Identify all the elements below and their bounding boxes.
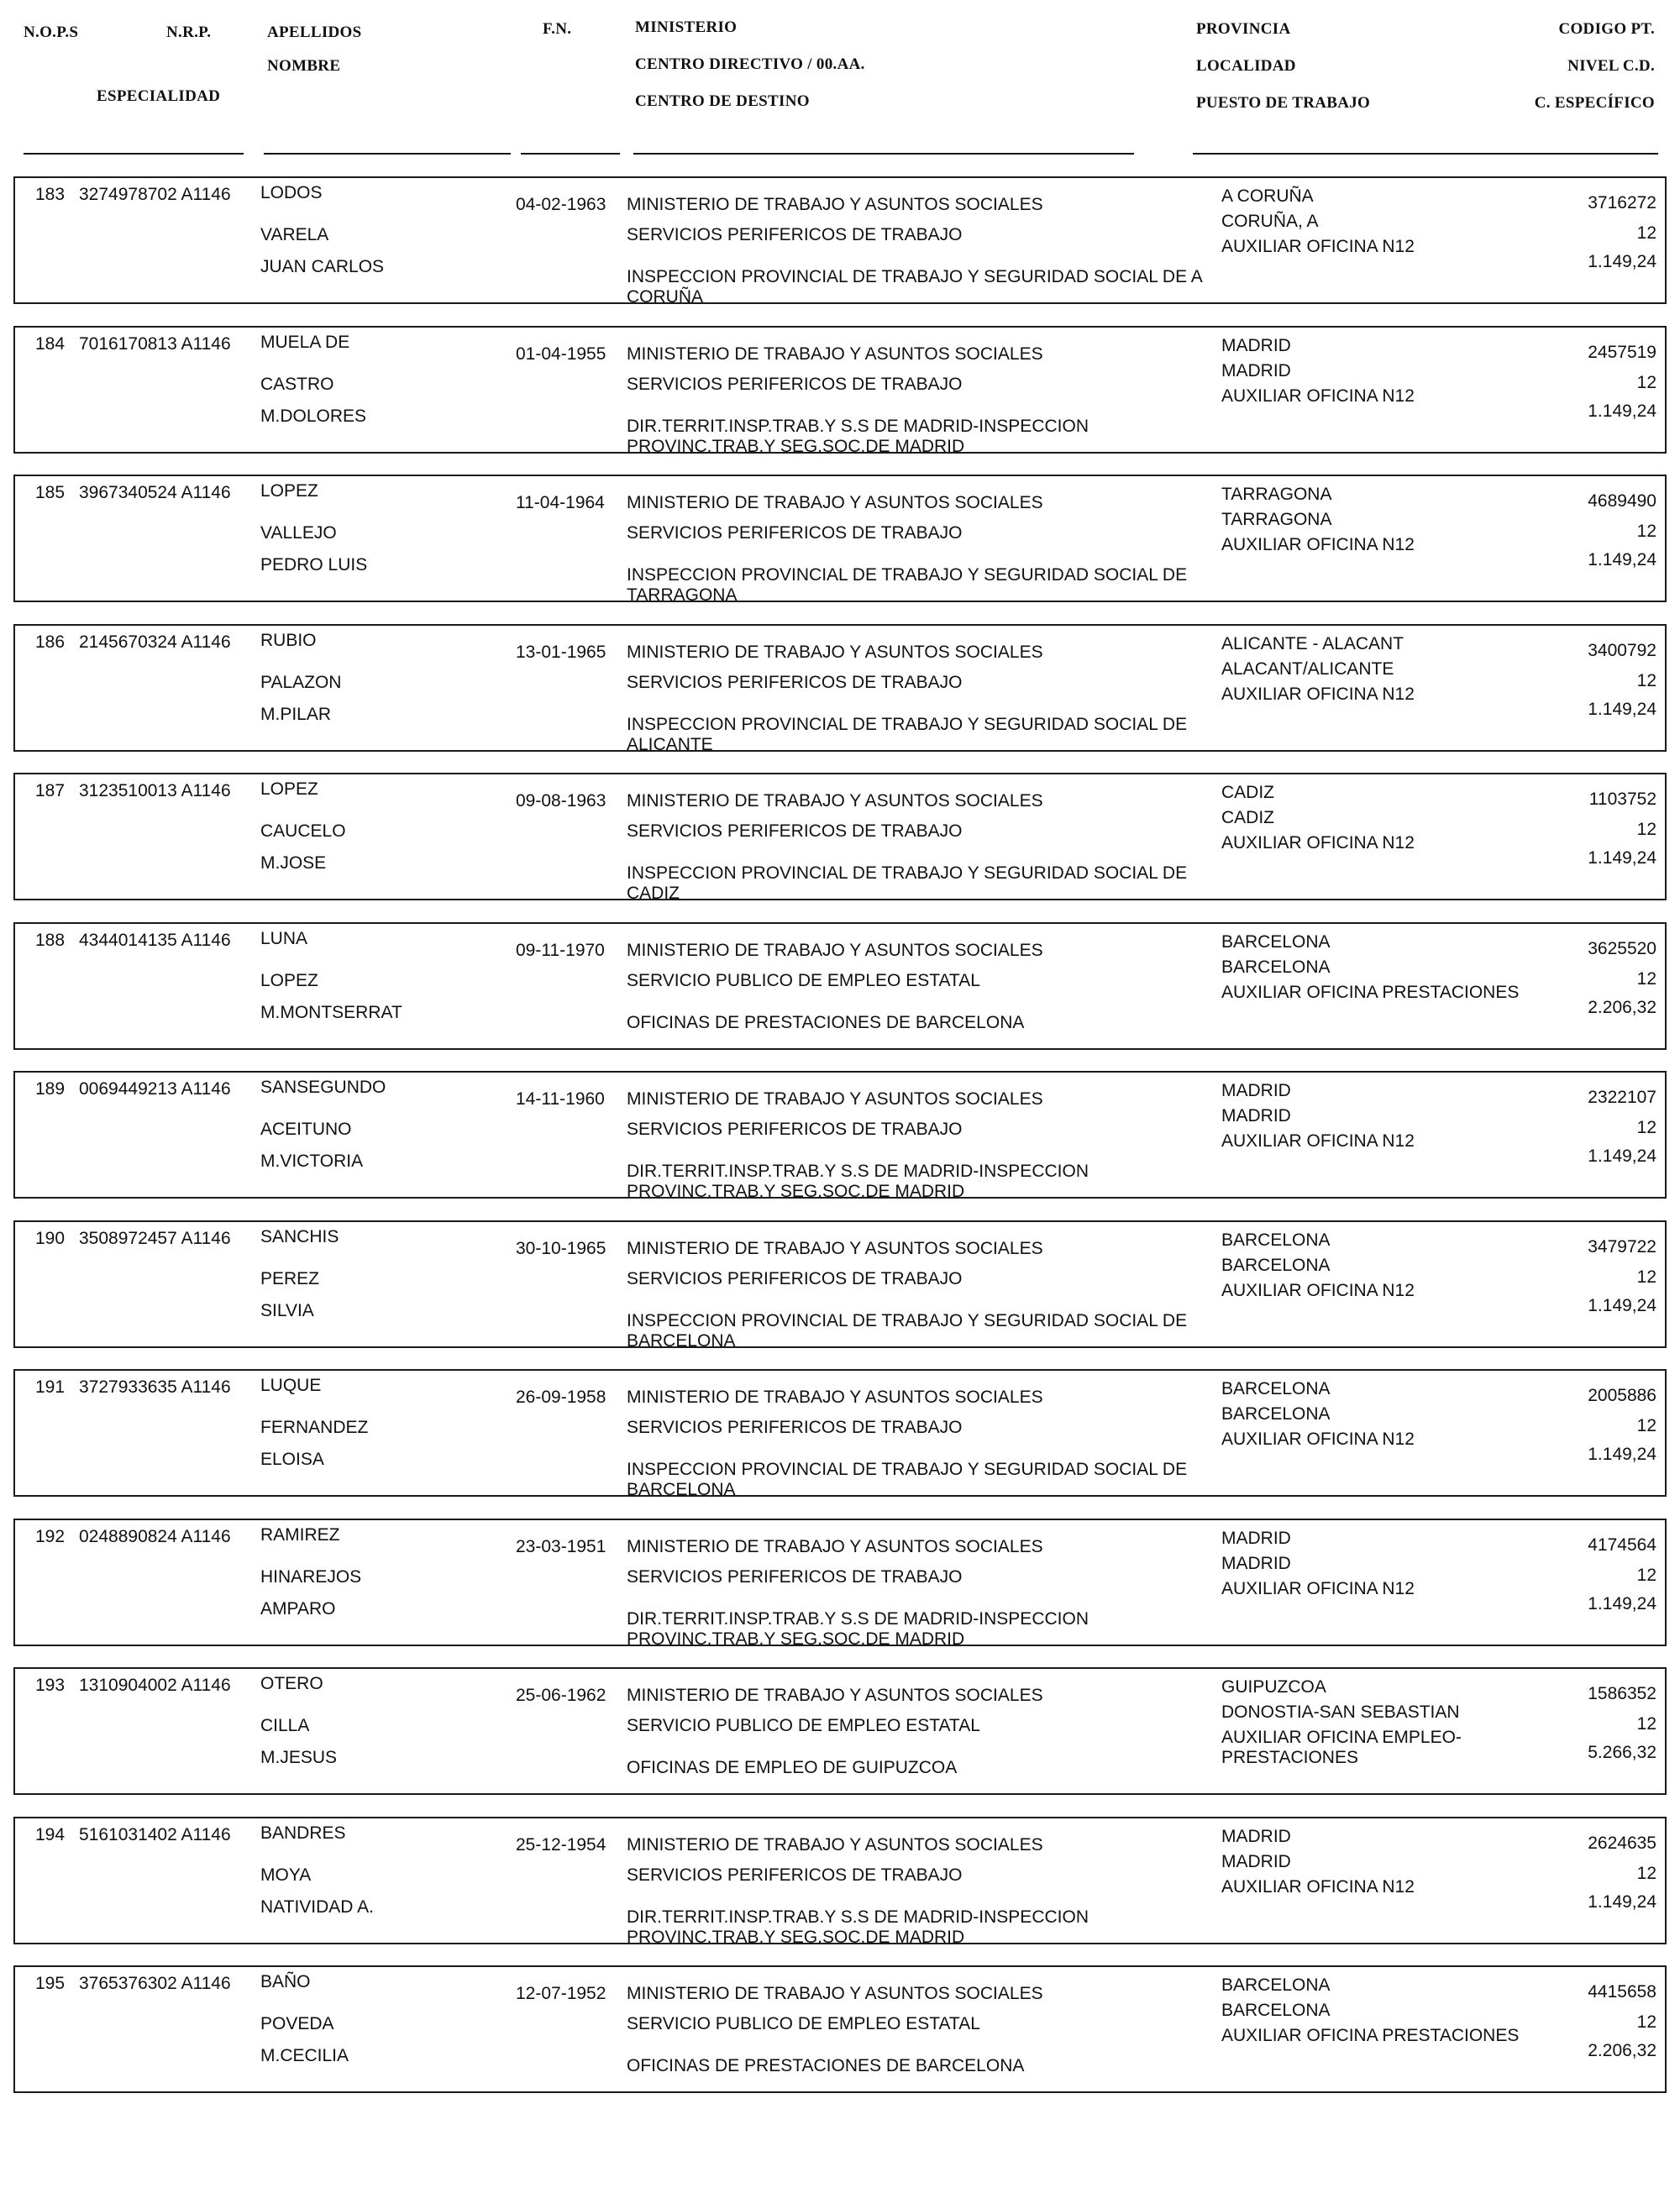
- header-ministerio: MINISTERIO: [635, 18, 738, 36]
- record-puesto: AUXILIAR OFICINA N12: [1221, 833, 1415, 853]
- record-nombre: M.DOLORES: [260, 407, 367, 426]
- record-fecha-nacimiento: 26-09-1958: [516, 1388, 606, 1407]
- record-fecha-nacimiento: 25-06-1962: [516, 1686, 606, 1705]
- record-apellido-2: POVEDA: [260, 2014, 334, 2033]
- record-fecha-nacimiento: 04-02-1963: [516, 195, 606, 214]
- record-centro-destino: INSPECCION PROVINCIAL DE TRABAJO Y SEGURIDAD SOCIAL DE ALICANTE: [627, 715, 1188, 754]
- record-nombre: ELOISA: [260, 1450, 324, 1469]
- record-nops: 195: [35, 1974, 66, 1993]
- record: [13, 773, 1667, 903]
- record: [13, 176, 1667, 307]
- header-especialidad: ESPECIALIDAD: [97, 87, 221, 105]
- record-nivel: 12: [1636, 373, 1656, 392]
- record-centro-directivo: SERVICIOS PERIFERICOS DE TRABAJO: [627, 673, 963, 692]
- record-especifico: 1.149,24: [1588, 550, 1656, 569]
- record-apellido-1: OTERO: [260, 1674, 323, 1693]
- record-apellido-1: RAMIREZ: [260, 1525, 340, 1545]
- record-centro-destino: OFICINAS DE PRESTACIONES DE BARCELONA: [627, 2056, 1025, 2075]
- header-rule-apellidos: [264, 153, 511, 155]
- header-especifico: C. ESPECÍFICO: [1534, 94, 1655, 112]
- record-nrp: 3274978702 A1146: [79, 185, 231, 204]
- record-centro-directivo: SERVICIOS PERIFERICOS DE TRABAJO: [627, 375, 963, 394]
- record-apellido-1: LOPEZ: [260, 481, 318, 501]
- record-puesto: AUXILIAR OFICINA N12: [1221, 1281, 1415, 1300]
- record-apellido-1: BAÑO: [260, 1972, 311, 1991]
- record-nombre: M.MONTSERRAT: [260, 1003, 402, 1022]
- record-apellido-2: MOYA: [260, 1865, 312, 1885]
- record-apellido-2: HINAREJOS: [260, 1567, 362, 1587]
- record-centro-directivo: SERVICIOS PERIFERICOS DE TRABAJO: [627, 821, 963, 841]
- record-ministerio: MINISTERIO DE TRABAJO Y ASUNTOS SOCIALES: [627, 493, 1043, 512]
- record-apellido-1: SANSEGUNDO: [260, 1078, 386, 1097]
- record-apellido-2: FERNANDEZ: [260, 1418, 369, 1437]
- record-centro-destino: OFICINAS DE EMPLEO DE GUIPUZCOA: [627, 1758, 958, 1777]
- record-especifico: 2.206,32: [1588, 998, 1656, 1017]
- record-provincia: BARCELONA: [1221, 1975, 1331, 1995]
- header-apellidos: APELLIDOS: [267, 24, 362, 41]
- record-nops: 189: [35, 1079, 66, 1099]
- header-localidad: LOCALIDAD: [1196, 57, 1296, 75]
- record-apellido-1: RUBIO: [260, 631, 317, 650]
- record-centro-destino: DIR.TERRIT.INSP.TRAB.Y S.S DE MADRID-INSPECCION PROVINC.TRAB.Y SEG.SOC.DE MADRID: [627, 1609, 1089, 1649]
- record-ministerio: MINISTERIO DE TRABAJO Y ASUNTOS SOCIALES: [627, 1388, 1043, 1407]
- record-centro-directivo: SERVICIOS PERIFERICOS DE TRABAJO: [627, 1865, 963, 1885]
- record-localidad: TARRAGONA: [1221, 510, 1332, 529]
- record-codigo: 4689490: [1588, 491, 1656, 511]
- record: [13, 1667, 1667, 1795]
- record-nivel: 12: [1636, 2012, 1656, 2032]
- record-nrp: 1310904002 A1146: [79, 1676, 231, 1695]
- record-nops: 193: [35, 1676, 66, 1695]
- record-centro-directivo: SERVICIOS PERIFERICOS DE TRABAJO: [627, 1567, 963, 1587]
- record-apellido-1: SANCHIS: [260, 1227, 339, 1246]
- record: [13, 1965, 1667, 2093]
- record-centro-directivo: SERVICIOS PERIFERICOS DE TRABAJO: [627, 523, 963, 543]
- record-nops: 187: [35, 781, 66, 800]
- record-nivel: 12: [1636, 1118, 1656, 1137]
- header-nivel: NIVEL C.D.: [1567, 57, 1655, 75]
- record-puesto: AUXILIAR OFICINA N12: [1221, 1430, 1415, 1449]
- record-nivel: 12: [1636, 969, 1656, 989]
- record-especifico: 1.149,24: [1588, 1146, 1656, 1166]
- record-codigo: 1586352: [1588, 1684, 1656, 1703]
- record-apellido-2: LOPEZ: [260, 971, 318, 990]
- record-nrp: 3727933635 A1146: [79, 1377, 231, 1397]
- record-localidad: ALACANT/ALICANTE: [1221, 659, 1394, 679]
- record-localidad: MADRID: [1221, 361, 1291, 380]
- record-nivel: 12: [1636, 1566, 1656, 1585]
- header-rule-provincia: [1193, 153, 1658, 155]
- record-fecha-nacimiento: 23-03-1951: [516, 1537, 606, 1556]
- record-apellido-2: PEREZ: [260, 1269, 320, 1288]
- record-nops: 190: [35, 1229, 66, 1248]
- record-codigo: 1103752: [1588, 790, 1656, 809]
- record-centro-directivo: SERVICIO PUBLICO DE EMPLEO ESTATAL: [627, 971, 980, 990]
- record-puesto: AUXILIAR OFICINA PRESTACIONES: [1221, 2026, 1520, 2045]
- record-nivel: 12: [1636, 1864, 1656, 1883]
- record-fecha-nacimiento: 13-01-1965: [516, 643, 606, 662]
- record-provincia: A CORUÑA: [1221, 186, 1314, 206]
- record-provincia: CADIZ: [1221, 783, 1274, 802]
- record-codigo: 2322107: [1588, 1088, 1656, 1107]
- record-provincia: MADRID: [1221, 1827, 1291, 1846]
- record-puesto: AUXILIAR OFICINA N12: [1221, 685, 1415, 704]
- record-puesto: AUXILIAR OFICINA PRESTACIONES: [1221, 983, 1520, 1002]
- record-nrp: 2145670324 A1146: [79, 632, 231, 652]
- record-nombre: AMPARO: [260, 1599, 336, 1619]
- record-nops: 183: [35, 185, 66, 204]
- record-puesto: AUXILIAR OFICINA N12: [1221, 237, 1415, 256]
- record-apellido-2: ACEITUNO: [260, 1120, 352, 1139]
- record: [13, 475, 1667, 605]
- header-puesto: PUESTO DE TRABAJO: [1196, 94, 1371, 112]
- record-localidad: MADRID: [1221, 1554, 1291, 1573]
- record-nrp: 7016170813 A1146: [79, 334, 231, 354]
- record-nivel: 12: [1636, 820, 1656, 839]
- record-nops: 186: [35, 632, 66, 652]
- record-apellido-1: LUNA: [260, 929, 308, 948]
- record-apellido-2: CAUCELO: [260, 821, 346, 841]
- record-nombre: JUAN CARLOS: [260, 257, 385, 276]
- header-codigo: CODIGO PT.: [1558, 20, 1655, 38]
- record-ministerio: MINISTERIO DE TRABAJO Y ASUNTOS SOCIALES: [627, 1239, 1043, 1258]
- header-nops: N.O.P.S: [24, 24, 79, 41]
- record-centro-destino: DIR.TERRIT.INSP.TRAB.Y S.S DE MADRID-INSPECCION PROVINC.TRAB.Y SEG.SOC.DE MADRID: [627, 1907, 1089, 1947]
- header-centro-destino: CENTRO DE DESTINO: [635, 92, 810, 110]
- record-centro-destino: DIR.TERRIT.INSP.TRAB.Y S.S DE MADRID-INSPECCION PROVINC.TRAB.Y SEG.SOC.DE MADRID: [627, 1162, 1089, 1201]
- header-fn: F.N.: [543, 20, 572, 38]
- record-centro-destino: DIR.TERRIT.INSP.TRAB.Y S.S DE MADRID-INSPECCION PROVINC.TRAB.Y SEG.SOC.DE MADRID: [627, 417, 1089, 456]
- record-ministerio: MINISTERIO DE TRABAJO Y ASUNTOS SOCIALES: [627, 791, 1043, 811]
- record-nrp: 3508972457 A1146: [79, 1229, 231, 1248]
- record-nops: 185: [35, 483, 66, 502]
- record-codigo: 2457519: [1588, 343, 1656, 362]
- record: [13, 1220, 1667, 1351]
- record-ministerio: MINISTERIO DE TRABAJO Y ASUNTOS SOCIALES: [627, 1537, 1043, 1556]
- record-nombre: SILVIA: [260, 1301, 314, 1320]
- record-fecha-nacimiento: 14-11-1960: [516, 1089, 605, 1109]
- record-provincia: MADRID: [1221, 1529, 1291, 1548]
- record-nivel: 12: [1636, 1714, 1656, 1734]
- header-rule-nops: [24, 153, 244, 155]
- record-provincia: GUIPUZCOA: [1221, 1677, 1326, 1697]
- record-puesto: AUXILIAR OFICINA N12: [1221, 535, 1415, 554]
- record-apellido-2: CILLA: [260, 1716, 310, 1735]
- header-nrp: N.R.P.: [166, 24, 212, 41]
- record-especifico: 1.149,24: [1588, 700, 1656, 719]
- record-localidad: BARCELONA: [1221, 1256, 1331, 1275]
- record-localidad: CADIZ: [1221, 808, 1274, 827]
- record-provincia: TARRAGONA: [1221, 485, 1332, 504]
- record: [13, 326, 1667, 454]
- record-provincia: ALICANTE - ALACANT: [1221, 634, 1404, 653]
- header-rule-fn: [521, 153, 620, 155]
- record-nombre: M.CECILIA: [260, 2046, 349, 2065]
- record-nops: 188: [35, 931, 66, 950]
- record-fecha-nacimiento: 11-04-1964: [516, 493, 605, 512]
- record-nivel: 12: [1636, 1267, 1656, 1287]
- record-nombre: M.JOSE: [260, 853, 327, 873]
- record-nombre: NATIVIDAD A.: [260, 1897, 374, 1917]
- record-localidad: MADRID: [1221, 1852, 1291, 1871]
- record-apellido-2: VARELA: [260, 225, 329, 244]
- record-nombre: M.PILAR: [260, 705, 332, 724]
- record-ministerio: MINISTERIO DE TRABAJO Y ASUNTOS SOCIALES: [627, 1686, 1043, 1705]
- record-especifico: 5.266,32: [1588, 1743, 1656, 1762]
- record-centro-directivo: SERVICIOS PERIFERICOS DE TRABAJO: [627, 1418, 963, 1437]
- record-nombre: M.JESUS: [260, 1748, 338, 1767]
- record-codigo: 3400792: [1588, 641, 1656, 660]
- record-ministerio: MINISTERIO DE TRABAJO Y ASUNTOS SOCIALES: [627, 1984, 1043, 2003]
- record-codigo: 3716272: [1588, 193, 1656, 212]
- record-nops: 184: [35, 334, 66, 354]
- record-centro-destino: INSPECCION PROVINCIAL DE TRABAJO Y SEGURIDAD SOCIAL DE CADIZ: [627, 863, 1188, 903]
- record-ministerio: MINISTERIO DE TRABAJO Y ASUNTOS SOCIALES: [627, 195, 1043, 214]
- record-puesto: AUXILIAR OFICINA N12: [1221, 1131, 1415, 1151]
- record-especifico: 1.149,24: [1588, 1296, 1656, 1315]
- record-especifico: 1.149,24: [1588, 848, 1656, 868]
- record-nrp: 3967340524 A1146: [79, 483, 231, 502]
- record-nops: 194: [35, 1825, 66, 1844]
- header-rule-ministerio: [633, 153, 1134, 155]
- record-nombre: M.VICTORIA: [260, 1152, 364, 1171]
- record-localidad: DONOSTIA-SAN SEBASTIAN: [1221, 1702, 1460, 1722]
- record-especifico: 2.206,32: [1588, 2041, 1656, 2060]
- record: [13, 1369, 1667, 1497]
- record-provincia: BARCELONA: [1221, 932, 1331, 952]
- record-centro-directivo: SERVICIO PUBLICO DE EMPLEO ESTATAL: [627, 2014, 980, 2033]
- record-especifico: 1.149,24: [1588, 1445, 1656, 1464]
- record-apellido-1: LOPEZ: [260, 779, 318, 799]
- record-nrp: 0069449213 A1146: [79, 1079, 231, 1099]
- record-fecha-nacimiento: 01-04-1955: [516, 344, 606, 364]
- record-nrp: 4344014135 A1146: [79, 931, 231, 950]
- record-nrp: 3123510013 A1146: [79, 781, 231, 800]
- record-codigo: 4174564: [1588, 1535, 1656, 1555]
- record-provincia: BARCELONA: [1221, 1379, 1331, 1398]
- record-fecha-nacimiento: 09-11-1970: [516, 941, 605, 960]
- record-especifico: 1.149,24: [1588, 1892, 1656, 1912]
- record-provincia: MADRID: [1221, 336, 1291, 355]
- record-especifico: 1.149,24: [1588, 252, 1656, 271]
- record: [13, 1817, 1667, 1947]
- record-nivel: 12: [1636, 671, 1656, 690]
- record-centro-directivo: SERVICIOS PERIFERICOS DE TRABAJO: [627, 1120, 963, 1139]
- record-fecha-nacimiento: 25-12-1954: [516, 1835, 606, 1855]
- record: [13, 624, 1667, 752]
- record-fecha-nacimiento: 09-08-1963: [516, 791, 606, 811]
- record-centro-destino: INSPECCION PROVINCIAL DE TRABAJO Y SEGURIDAD SOCIAL DE TARRAGONA: [627, 565, 1188, 605]
- record-apellido-1: LUQUE: [260, 1376, 322, 1395]
- record-especifico: 1.149,24: [1588, 401, 1656, 421]
- record-nivel: 12: [1636, 1416, 1656, 1435]
- record-fecha-nacimiento: 12-07-1952: [516, 1984, 606, 2003]
- record-centro-destino: INSPECCION PROVINCIAL DE TRABAJO Y SEGURIDAD SOCIAL DE A CORUÑA: [627, 267, 1202, 307]
- record-codigo: 3625520: [1588, 939, 1656, 958]
- record-nivel: 12: [1636, 223, 1656, 243]
- record-nops: 191: [35, 1377, 66, 1397]
- record: [13, 1519, 1667, 1649]
- record: [13, 922, 1667, 1050]
- record-nrp: 5161031402 A1146: [79, 1825, 231, 1844]
- record-localidad: BARCELONA: [1221, 1404, 1331, 1424]
- record-apellido-1: BANDRES: [260, 1823, 346, 1843]
- record-ministerio: MINISTERIO DE TRABAJO Y ASUNTOS SOCIALES: [627, 1089, 1043, 1109]
- record-codigo: 2005886: [1588, 1386, 1656, 1405]
- header-provincia: PROVINCIA: [1196, 20, 1291, 38]
- record-nivel: 12: [1636, 522, 1656, 541]
- record-centro-destino: OFICINAS DE PRESTACIONES DE BARCELONA: [627, 1013, 1025, 1032]
- record-nombre: PEDRO LUIS: [260, 555, 368, 574]
- record-provincia: BARCELONA: [1221, 1230, 1331, 1250]
- record-apellido-1: LODOS: [260, 183, 323, 202]
- record-codigo: 4415658: [1588, 1982, 1656, 2002]
- record-localidad: CORUÑA, A: [1221, 212, 1319, 231]
- header-nombre: NOMBRE: [267, 57, 341, 75]
- record-ministerio: MINISTERIO DE TRABAJO Y ASUNTOS SOCIALES: [627, 941, 1043, 960]
- record-centro-directivo: SERVICIO PUBLICO DE EMPLEO ESTATAL: [627, 1716, 980, 1735]
- record-codigo: 3479722: [1588, 1237, 1656, 1257]
- record-apellido-2: PALAZON: [260, 673, 342, 692]
- record-ministerio: MINISTERIO DE TRABAJO Y ASUNTOS SOCIALES: [627, 344, 1043, 364]
- record-puesto: AUXILIAR OFICINA N12: [1221, 1877, 1415, 1897]
- record-localidad: BARCELONA: [1221, 2001, 1331, 2020]
- record-centro-destino: INSPECCION PROVINCIAL DE TRABAJO Y SEGURIDAD SOCIAL DE BARCELONA: [627, 1311, 1188, 1351]
- record-centro-destino: INSPECCION PROVINCIAL DE TRABAJO Y SEGURIDAD SOCIAL DE BARCELONA: [627, 1460, 1188, 1499]
- record-centro-directivo: SERVICIOS PERIFERICOS DE TRABAJO: [627, 1269, 963, 1288]
- record-puesto: AUXILIAR OFICINA N12: [1221, 1579, 1415, 1598]
- record-especifico: 1.149,24: [1588, 1594, 1656, 1613]
- record-nrp: 0248890824 A1146: [79, 1527, 231, 1546]
- record-puesto: AUXILIAR OFICINA EMPLEO-PRESTACIONES: [1221, 1728, 1462, 1767]
- record-apellido-1: MUELA DE: [260, 333, 350, 352]
- record-localidad: MADRID: [1221, 1106, 1291, 1125]
- record-nops: 192: [35, 1527, 66, 1546]
- record-apellido-2: CASTRO: [260, 375, 334, 394]
- record-provincia: MADRID: [1221, 1081, 1291, 1100]
- record-nrp: 3765376302 A1146: [79, 1974, 231, 1993]
- header-centro-directivo: CENTRO DIRECTIVO / 00.AA.: [635, 55, 865, 73]
- record-apellido-2: VALLEJO: [260, 523, 337, 543]
- record-centro-directivo: SERVICIOS PERIFERICOS DE TRABAJO: [627, 225, 963, 244]
- record: [13, 1071, 1667, 1199]
- record-ministerio: MINISTERIO DE TRABAJO Y ASUNTOS SOCIALES: [627, 1835, 1043, 1855]
- record-codigo: 2624635: [1588, 1834, 1656, 1853]
- record-ministerio: MINISTERIO DE TRABAJO Y ASUNTOS SOCIALES: [627, 643, 1043, 662]
- record-localidad: BARCELONA: [1221, 957, 1331, 977]
- record-fecha-nacimiento: 30-10-1965: [516, 1239, 606, 1258]
- record-puesto: AUXILIAR OFICINA N12: [1221, 386, 1415, 406]
